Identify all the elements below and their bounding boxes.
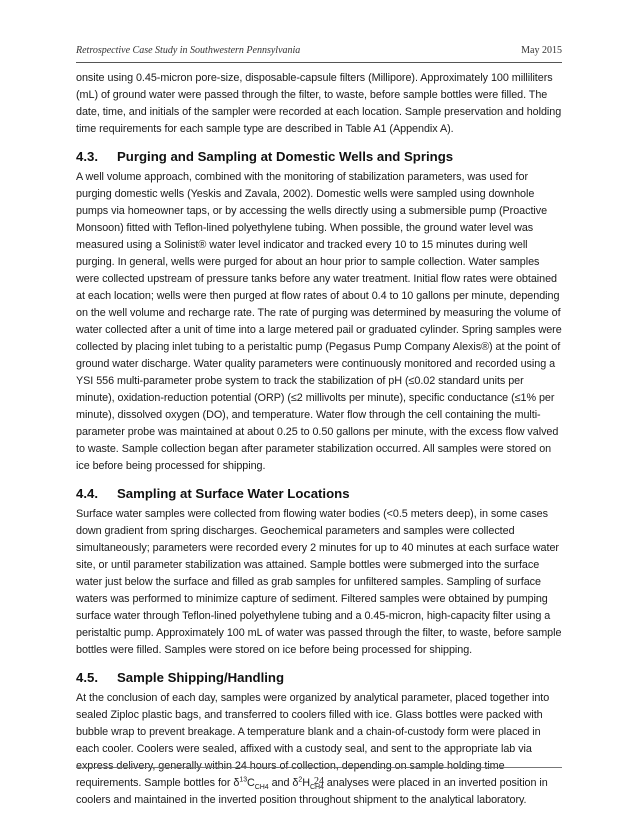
- section-4-4: [76, 485, 564, 659]
- page-content: [76, 70, 564, 809]
- body-text-part: analyses were placed in an inverted position in coolers and maintained in the inverted position throughout shipment to the analytical laboratory.: [76, 777, 548, 806]
- body-text-part: and: [268, 777, 293, 789]
- section-heading: [76, 485, 564, 502]
- isotope-symbol: δ: [233, 777, 240, 789]
- isotope-element: C: [247, 777, 255, 789]
- isotope-species: CH4: [309, 784, 324, 792]
- isotope-species: CH4: [254, 784, 269, 792]
- section-number: 4.3.: [76, 149, 98, 164]
- isotope-symbol: δ: [292, 777, 299, 789]
- section-heading: [76, 669, 564, 686]
- body-text-part: At the conclusion of each day, samples were organized by analytical parameter, placed together into sealed Ziploc plastic bags, and transferred to coolers filled with ice. Glass bottles were packed with bubble wrap to prevent breakage. A temperature blank and a chain-of-custody form were placed in each cooler. Coolers were sealed, affixed with a custody seal, and sent to the appropriate lab via express delivery, generally within 24 hours of collection, depending on sample holding time requirements. Sample bottles for: [76, 692, 550, 789]
- section-title: Purging and Sampling at Domestic Wells and Springs: [117, 149, 454, 164]
- intro-paragraph: onsite using 0.45-micron pore-size, disposable-capsule filters (Millipore). Approximately 100 milliliters (mL) of ground water were passed through the filter, to waste, before sample bottles were filled. The date, time, and initials of the sampler were recorded at each location. Sample preservation and holding time requirements for each sample type are described in Table A1 (Appendix A).: [76, 72, 562, 135]
- section-4-5: [76, 669, 564, 809]
- section-body: A well volume approach, combined with the monitoring of stabilization parameters, was used for purging domestic wells (Yeskis and Zavala, 2002). Domestic wells were sampled using downhole pumps via homeowner taps, or by accessing the wells directly using a submersible pump (Proactive Monsoon) fitted with Teflon-lined polyethylene tubing. When possible, the ground water level was measured using a Solinist® water level indicator and tracked every 10 to 15 minutes during well purging. In general, wells were purged for about an hour prior to sample collection. Water samples were collected upstream of pressure tanks before any water treatment. Initial flow rates were obtained at each location; wells were then purged at flow rates of about 0.4 to 10 gallons per minute, depending on the well volume and recharge rate. The rate of purging was determined by measuring the volume of water collected after a unit of time into a large metered pail or graduated cylinder. Spring samples were collected by placing inlet tubing to a peristaltic pump (Pegasus Pump Company Alexis®) at the point of ground water discharge. Water quality parameters were continuously monitored and recorded using a YSI 556 multi-parameter probe system to track the stabilization of pH (≤0.02 standard units per minute), oxidation-reduction potential (ORP) (≤2 millivolts per minute), specific conductance (≤1% per minute), dissolved oxygen (DO), and temperature. Water flow through the cell containing the multi-parameter probe was maintained at about 0.25 to 0.50 gallons per minute, with the excess flow valved to waste. Sample collection began after parameter stabilization occurred. All samples were stored on ice before being processed for shipping.: [76, 171, 562, 472]
- document-title: Retrospective Case Study in Southwestern Pennsylvania: [76, 45, 301, 56]
- section-body: [76, 690, 564, 809]
- page-number: 24: [314, 776, 324, 787]
- section-number: 4.5.: [76, 670, 98, 685]
- isotope-mass: 13: [239, 776, 248, 784]
- running-header: [76, 45, 562, 63]
- isotope-mass: 2: [298, 776, 303, 784]
- section-title: Sample Shipping/Handling: [117, 670, 285, 685]
- section-heading: [76, 148, 564, 165]
- section-number: 4.4.: [76, 486, 98, 501]
- section-body: Surface water samples were collected from flowing water bodies (<0.5 meters deep), in some cases down gradient from spring discharges. Geochemical parameters and samples were collected simultaneously; parameters were recorded every 2 minutes for up to 40 minutes at each surface water site, or until parameter stabilization was attained. Sample bottles were submerged into the surface water just below the surface and filled as grab samples for unfiltered samples. Sampling of surface waters was performed to minimize capture of sediment. Filtered samples were obtained by pumping surface water through Teflon-lined polyethylene tubing and a 0.45-micron, high-capacity filter using a peristaltic pump. Approximately 100 mL of water was passed through the filter, to waste, before sample bottles were filled. Samples were stored on ice before being processed for shipping.: [76, 508, 562, 656]
- section-title: Sampling at Surface Water Locations: [117, 486, 350, 501]
- isotope-element: H: [302, 777, 310, 789]
- section-4-3: [76, 148, 564, 475]
- document-date: May 2015: [521, 45, 562, 56]
- footer-divider: [76, 767, 562, 768]
